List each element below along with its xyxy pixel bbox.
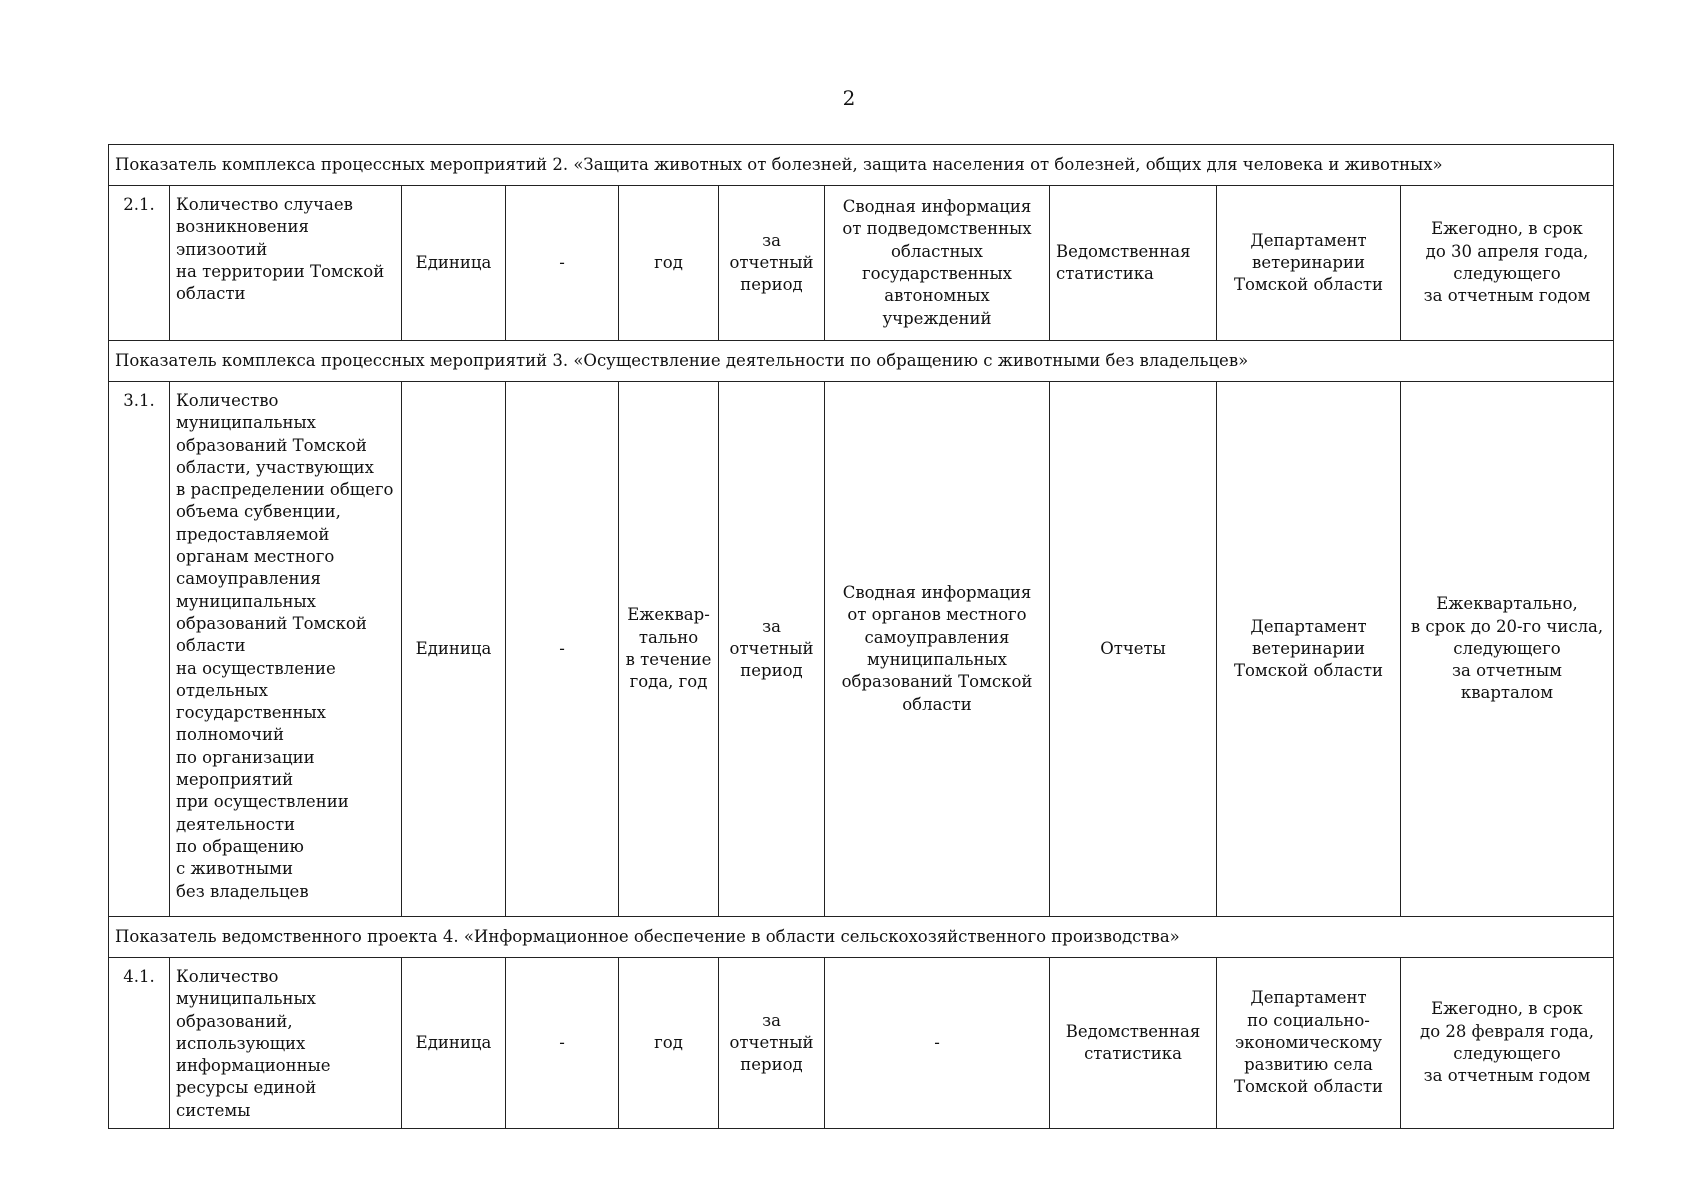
basic-value-cell: - [506, 958, 619, 1129]
time-characteristic-cell: за отчетный период [719, 382, 825, 917]
section-header-row [109, 145, 1614, 186]
responsible-cell: Департамент ветеринарии Томской области [1217, 382, 1401, 917]
source-cell: - [825, 958, 1050, 1129]
periodicity-cell: год [619, 958, 719, 1129]
row-number: 4.1. [109, 958, 170, 1129]
table-row [109, 382, 1614, 917]
unit-cell: Единица [402, 382, 506, 917]
row-number: 2.1. [109, 186, 170, 341]
periodicity-cell: Ежеквар- тально в течение года, год [619, 382, 719, 917]
section-title: Показатель комплекса процессных мероприятий 2. «Защита животных от болезней, защита населения от болезней, общих для человека и животных» [109, 145, 1614, 186]
deadline-cell: Ежегодно, в срок до 30 апреля года, следующего за отчетным годом [1401, 186, 1614, 341]
method-cell: Отчеты [1050, 382, 1217, 917]
responsible-cell: Департамент ветеринарии Томской области [1217, 186, 1401, 341]
deadline-cell: Ежегодно, в срок до 28 февраля года, следующего за отчетным годом [1401, 958, 1614, 1129]
section-header-row [109, 917, 1614, 958]
row-number: 3.1. [109, 382, 170, 917]
source-cell: Сводная информация от органов местного самоуправления муниципальных образований Томской области [825, 382, 1050, 917]
basic-value-cell: - [506, 186, 619, 341]
page-number: 2 [842, 86, 856, 110]
time-characteristic-cell: за отчетный период [719, 186, 825, 341]
unit-cell: Единица [402, 186, 506, 341]
indicators-table [108, 144, 1614, 1129]
periodicity-cell: год [619, 186, 719, 341]
indicator-name: Количество муниципальных образований Томской области, участвующих в распределении общего объема субвенции, предоставляемой органам местного самоуправления муниципальных образований Томской области на осуществление отдельных государственных полномочий по организации мероприятий при осуществлении деятельности по обращению с животными без владельцев [170, 382, 402, 917]
time-characteristic-cell: за отчетный период [719, 958, 825, 1129]
responsible-cell: Департамент по социально- экономическому развитию села Томской области [1217, 958, 1401, 1129]
table-row [109, 958, 1614, 1129]
method-cell: Ведомственная статистика [1050, 958, 1217, 1129]
basic-value-cell: - [506, 382, 619, 917]
table-row [109, 186, 1614, 341]
section-header-row [109, 341, 1614, 382]
indicator-name: Количество муниципальных образований, использующих информационные ресурсы единой системы [170, 958, 402, 1129]
indicator-name: Количество случаев возникновения эпизоотий на территории Томской области [170, 186, 402, 341]
section-title: Показатель комплекса процессных мероприятий 3. «Осуществление деятельности по обращению с животными без владельцев» [109, 341, 1614, 382]
section-title: Показатель ведомственного проекта 4. «Информационное обеспечение в области сельскохозяйственного производства» [109, 917, 1614, 958]
unit-cell: Единица [402, 958, 506, 1129]
deadline-cell: Ежеквартально, в срок до 20-го числа, следующего за отчетным кварталом [1401, 382, 1614, 917]
method-cell: Ведомственная статистика [1050, 186, 1217, 341]
source-cell: Сводная информация от подведомственных областных государственных автономных учреждений [825, 186, 1050, 341]
